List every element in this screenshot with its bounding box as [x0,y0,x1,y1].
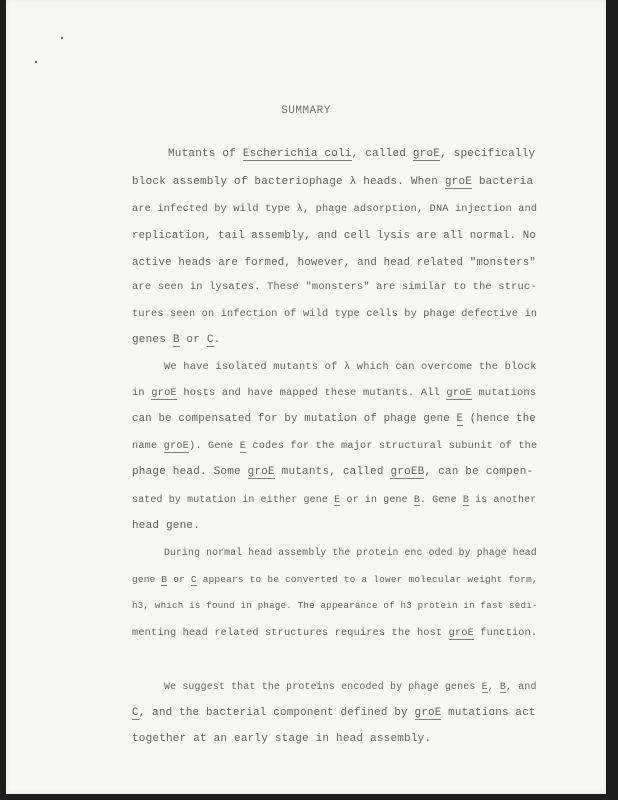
text-line: together at an early stage in head assembly. [132,733,432,745]
text-line: During normal head assembly the protein enc oded by phage head [164,547,537,558]
text-line: We have isolated mutants of λ which can overcome the block [164,361,537,373]
page-title: SUMMARY [281,105,331,117]
text-line: Mutants of Escherichia coli, called groE, specifically [168,148,536,160]
text-line: name groE). Gene E codes for the major structural subunit of the [132,440,538,452]
text-line: active heads are formed, however, and head related "monsters" [132,257,536,269]
text-line: replication, tail assembly, and cell lysis are all normal. No [132,230,536,242]
text-line: phage head. Some groE mutants, called groEB, can be compen- [132,466,534,478]
text-line: are seen in lysates. These "monsters" are similar to the struc- [132,281,537,293]
text-line: gene B or C appears to be converted to a lower molecular weight form, [132,574,538,585]
document-page [6,0,606,794]
text-line: C, and the bacterial component defined by groE mutations act [132,707,536,719]
text-line: tures seen on infection of wild type cells by phage defective in [132,308,538,320]
speck-mark [61,37,63,39]
text-line: are infected by wild type λ, phage adsorption, DNA injection and [132,203,538,215]
text-line: can be compensated for by mutation of phage gene E (hence the [132,413,537,425]
text-line: in groE hosts and have mapped these mutants. All groE mutations [132,387,537,399]
text-line: block assembly of bacteriophage λ heads. When groE bacteria [132,176,534,188]
text-line: h3, which is found in phage. The appearance of h3 protein in fast sedi- [132,600,538,611]
text-line: menting head related structures requires the host groE function. [132,627,538,639]
speck-mark [35,61,37,63]
text-line: head gene. [132,520,201,532]
text-line: genes B or C. [132,334,221,346]
text-line: sated by mutation in either gene E or in gene B. Gene B is another [132,494,537,505]
text-line: We suggest that the proteins encoded by phage genes E, B, and [164,681,537,692]
